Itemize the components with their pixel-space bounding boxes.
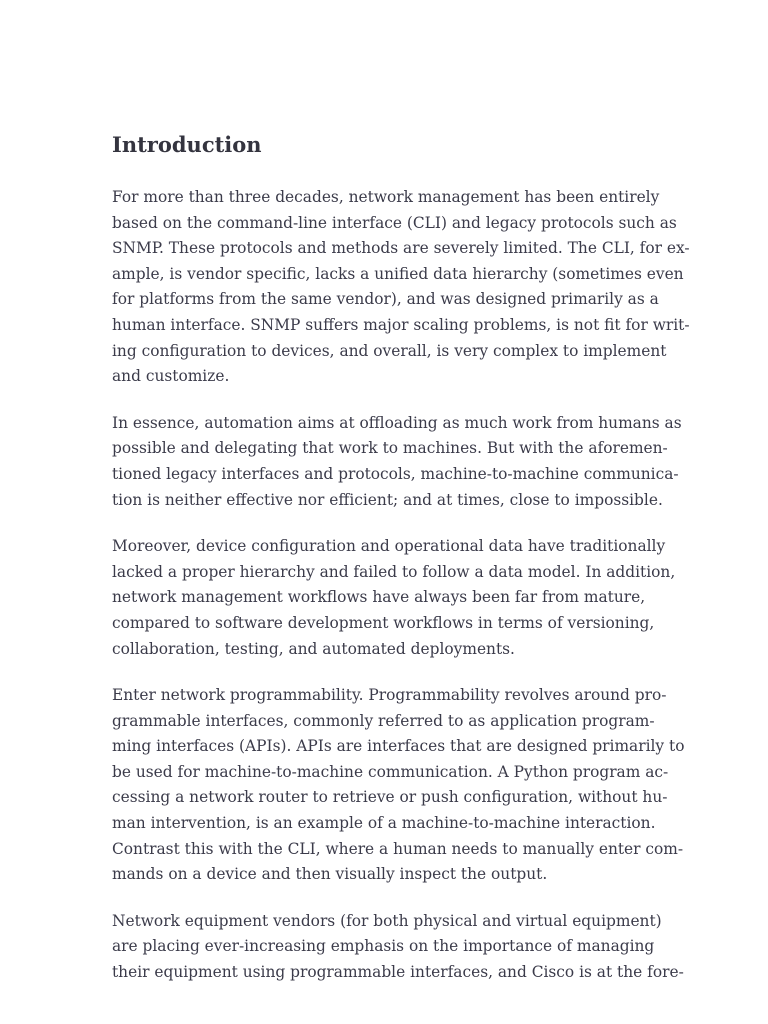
paragraph-2 [112,411,682,513]
paragraph-1 [112,185,690,390]
paragraph-line: tion is neither effective nor efficient; and at times, close to impossible. [112,490,663,509]
paragraph-3 [112,534,676,662]
paragraph-line: based on the command-line interface (CLI) and legacy protocols such as [112,213,677,232]
paragraph-line: ing configuration to devices, and overall, is very complex to implement [112,341,667,360]
paragraph-line: Contrast this with the CLI, where a human needs to manually enter com- [112,839,684,858]
paragraph-line: be used for machine-to-machine communication. A Python program ac- [112,762,669,781]
paragraph-line: Moreover, device configuration and operational data have traditionally [112,537,666,556]
paragraph-line: Network equipment vendors (for both physical and virtual equipment) [112,911,662,930]
paragraph-line: grammable interfaces, commonly referred to as application program- [112,711,655,730]
paragraph-5 [112,909,684,986]
paragraph-line: network management workflows have always been far from mature, [112,588,646,607]
document-page [112,130,690,1007]
paragraph-line: collaboration, testing, and automated deployments. [112,639,515,658]
paragraph-line: for platforms from the same vendor), and was designed primarily as a [112,290,659,309]
paragraph-line: In essence, automation aims at offloading as much work from humans as [112,413,682,432]
paragraph-line: cessing a network router to retrieve or push configuration, without hu- [112,788,668,807]
paragraph-line: ming interfaces (APIs). APIs are interfaces that are designed primarily to [112,737,685,756]
paragraph-line: ample, is vendor specific, lacks a unified data hierarchy (sometimes even [112,264,684,283]
paragraph-line: possible and delegating that work to machines. But with the aforemen- [112,439,668,458]
paragraph-line: SNMP. These protocols and methods are severely limited. The CLI, for ex- [112,239,690,258]
paragraph-line: human interface. SNMP suffers major scaling problems, is not fit for writ- [112,315,690,334]
paragraph-line: Enter network programmability. Programmability revolves around pro- [112,686,667,705]
paragraph-line: are placing ever-increasing emphasis on the importance of managing [112,937,655,956]
paragraph-line: lacked a proper hierarchy and failed to follow a data model. In addition, [112,562,676,581]
paragraph-line: their equipment using programmable interfaces, and Cisco is at the fore- [112,963,684,982]
paragraph-line: mands on a device and then visually inspect the output. [112,865,548,884]
section-heading: Introduction [112,132,262,157]
paragraph-line: man intervention, is an example of a machine-to-machine interaction. [112,814,656,833]
paragraph-line: compared to software development workflows in terms of versioning, [112,613,655,632]
paragraph-4 [112,683,685,888]
paragraph-line: tioned legacy interfaces and protocols, machine-to-machine communica- [112,464,679,483]
paragraph-line: For more than three decades, network management has been entirely [112,188,660,206]
paragraph-line: and customize. [112,367,230,386]
